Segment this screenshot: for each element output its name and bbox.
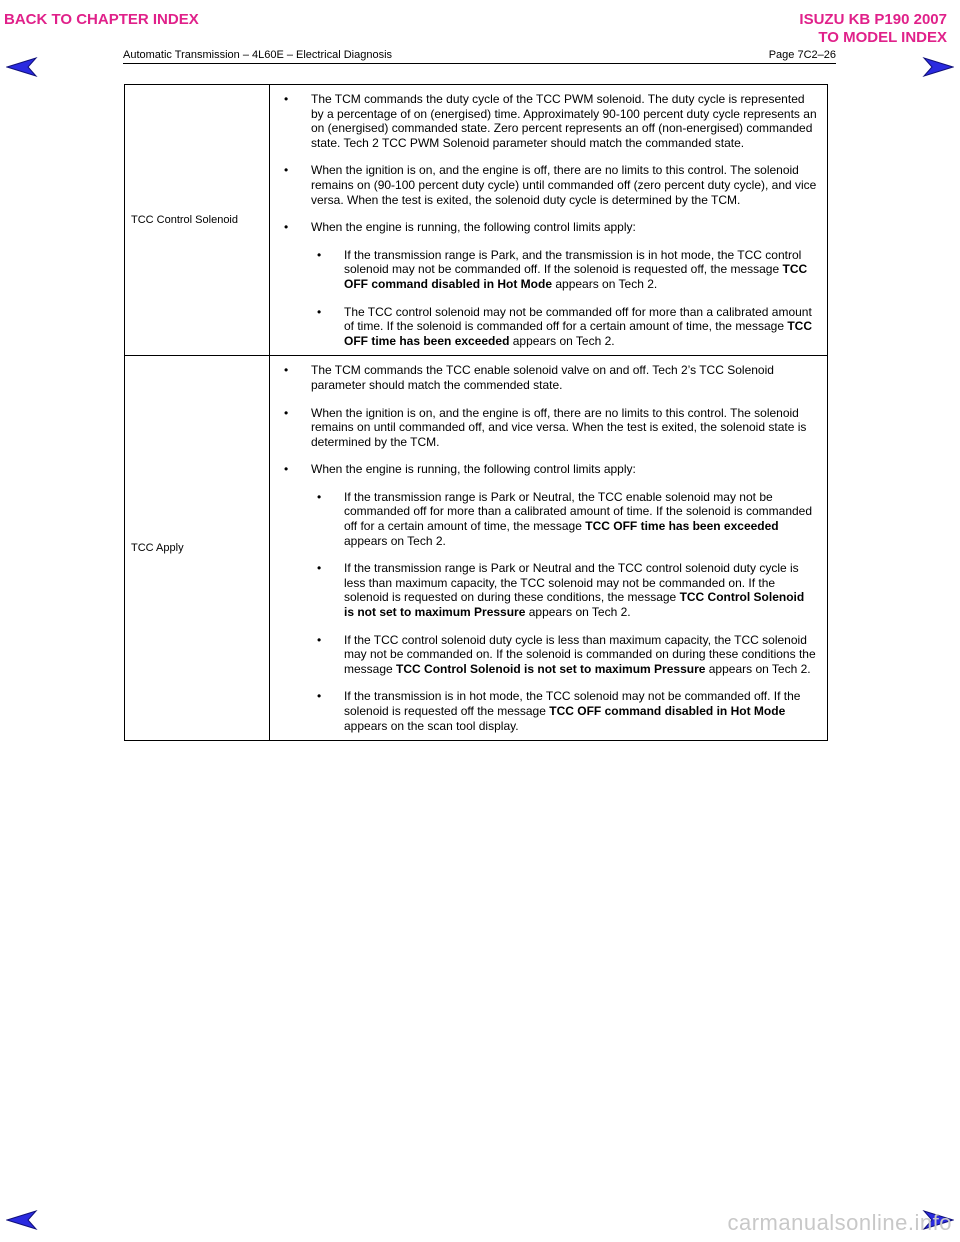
section-header: Automatic Transmission – 4L60E – Electrical Diagnosis bbox=[123, 49, 393, 61]
model-title-link[interactable]: ISUZU KB P190 2007 bbox=[799, 11, 947, 28]
row-description bbox=[270, 85, 828, 356]
bullet-mark: • bbox=[317, 304, 322, 319]
control-limits-table bbox=[124, 84, 828, 741]
sub-bullet-text bbox=[344, 490, 817, 548]
text-run: appears on Tech 2. bbox=[509, 333, 615, 348]
message-text: TCC Control Solenoid is not set to maximum Pressure bbox=[396, 661, 706, 676]
bullet-mark: • bbox=[317, 561, 322, 576]
row-description bbox=[270, 356, 828, 741]
bullet-lead: When the engine is running, the following control limits apply: bbox=[311, 462, 636, 477]
bullet-text: When the ignition is on, and the engine is off, there are no limits to this control. The solenoid remains on (90-100 percent duty cycle) until commanded off (zero percent duty cycle), and vice versa. When the test is exited, the solenoid duty cycle is determined by the TCM. bbox=[311, 163, 817, 207]
sub-bullet-item bbox=[311, 561, 817, 619]
message-text: TCC OFF time has been exceeded bbox=[344, 319, 813, 348]
message-text: TCC OFF command disabled in Hot Mode bbox=[344, 262, 808, 291]
bullet-text: The TCM commands the duty cycle of the TCC PWM solenoid. The duty cycle is represented by a percentage of on (energised) time. Approximately 90-100 percent duty cycle represents an on (energised) commanded state. Zero percent represents an off (non-energised) commanded state. Tech 2 TCC PWM Solenoid parameter should match the commanded state. bbox=[311, 92, 817, 150]
prev-page-arrow-icon bbox=[6, 57, 38, 77]
bullet-text bbox=[311, 462, 817, 733]
text-run: If the transmission range is Park or Neutral and the TCC control solenoid duty cycle is less than maximum capacity, the TCC solenoid may not be commanded on. If the solenoid is requested on during these conditions, the message bbox=[344, 561, 799, 605]
bullet-mark: • bbox=[284, 462, 289, 477]
sub-bullet-item bbox=[311, 305, 817, 349]
sub-bullet-text bbox=[344, 633, 817, 677]
text-run: appears on the scan tool display. bbox=[344, 718, 519, 733]
sub-bullet-item bbox=[311, 248, 817, 292]
prev-page-arrow-top[interactable] bbox=[6, 57, 38, 77]
text-run: appears on Tech 2. bbox=[705, 661, 811, 676]
bullet-text: The TCM commands the TCC enable solenoid valve on and off. Tech 2’s TCC Solenoid parameter should match the commended state. bbox=[311, 363, 774, 392]
text-run: appears on Tech 2. bbox=[344, 533, 446, 548]
text-run: If the transmission is in hot mode, the TCC solenoid may not be commanded off. If the solenoid is requested off the message bbox=[344, 689, 801, 718]
message-text: TCC OFF command disabled in Hot Mode bbox=[549, 704, 786, 718]
bullet-mark: • bbox=[284, 363, 289, 378]
sub-bullet-item bbox=[311, 633, 817, 677]
text-run: If the transmission range is Park or Neutral, the TCC enable solenoid may not be commanded off for more than a calibrated amount of time. If the solenoid is commanded off for a certain amount of time, the message bbox=[344, 489, 813, 534]
text-run: If the TCC control solenoid duty cycle is less than maximum capacity, the TCC solenoid may not be commanded on. If the solenoid is commanded on during these conditions the message bbox=[344, 632, 816, 676]
sub-bullet-text bbox=[344, 689, 817, 733]
watermark: carmanualsonline.info bbox=[727, 1210, 952, 1235]
bullet-mark: • bbox=[284, 92, 289, 106]
bullet-mark: • bbox=[317, 247, 322, 262]
prev-page-arrow-icon bbox=[6, 1210, 38, 1230]
bullet-mark: • bbox=[317, 489, 322, 504]
bullet-mark: • bbox=[284, 220, 289, 235]
next-page-arrow-icon bbox=[922, 57, 954, 77]
bullet-mark: • bbox=[284, 405, 289, 420]
row-label: TCC Apply bbox=[125, 356, 270, 741]
prev-page-arrow-bottom[interactable] bbox=[6, 1210, 38, 1230]
next-page-arrow-top[interactable] bbox=[922, 57, 954, 77]
text-run: appears on Tech 2. bbox=[525, 605, 631, 620]
table-row bbox=[125, 85, 828, 356]
bullet-item bbox=[278, 163, 817, 207]
bullet-item bbox=[278, 406, 817, 450]
text-run: If the transmission range is Park, and the transmission is in hot mode, the TCC control solenoid may not be commanded off. If the solenoid is requested off, the message bbox=[344, 247, 802, 277]
bullet-mark: • bbox=[284, 163, 289, 178]
sub-bullet-text bbox=[344, 561, 817, 619]
page-number: Page 7C2–26 bbox=[768, 49, 836, 61]
bullet-text: When the ignition is on, and the engine is off, there are no limits to this control. The solenoid remains on until commanded off, and vice versa. When the test is exited, the solenoid state is determined by the TCM. bbox=[311, 405, 807, 449]
sub-bullet-item bbox=[311, 689, 817, 733]
back-to-chapter-index-link[interactable]: BACK TO CHAPTER INDEX bbox=[4, 11, 199, 28]
bullet-mark: • bbox=[317, 689, 322, 704]
sub-bullet-text bbox=[344, 305, 817, 349]
message-text: TCC Control Solenoid is not set to maximum Pressure bbox=[344, 590, 805, 620]
bullet-item bbox=[278, 462, 817, 733]
bullet-item bbox=[278, 220, 817, 348]
text-run: The TCC control solenoid may not be commanded off for more than a calibrated amount of time. If the solenoid is commanded off for a certain amount of time, the message bbox=[344, 304, 812, 334]
to-model-index-link[interactable]: TO MODEL INDEX bbox=[818, 29, 947, 46]
message-text: TCC OFF time has been exceeded bbox=[585, 519, 779, 534]
row-label: TCC Control Solenoid bbox=[125, 85, 270, 356]
sub-bullet-text bbox=[344, 248, 817, 292]
bullet-item bbox=[278, 363, 817, 392]
sub-bullet-item bbox=[311, 490, 817, 548]
bullet-mark: • bbox=[317, 632, 322, 647]
table-row bbox=[125, 356, 828, 741]
text-run: appears on Tech 2. bbox=[552, 276, 658, 291]
header-rule bbox=[123, 63, 836, 64]
bullet-item bbox=[278, 92, 817, 150]
bullet-lead: When the engine is running, the following control limits apply: bbox=[311, 220, 636, 235]
bullet-text bbox=[311, 220, 817, 348]
